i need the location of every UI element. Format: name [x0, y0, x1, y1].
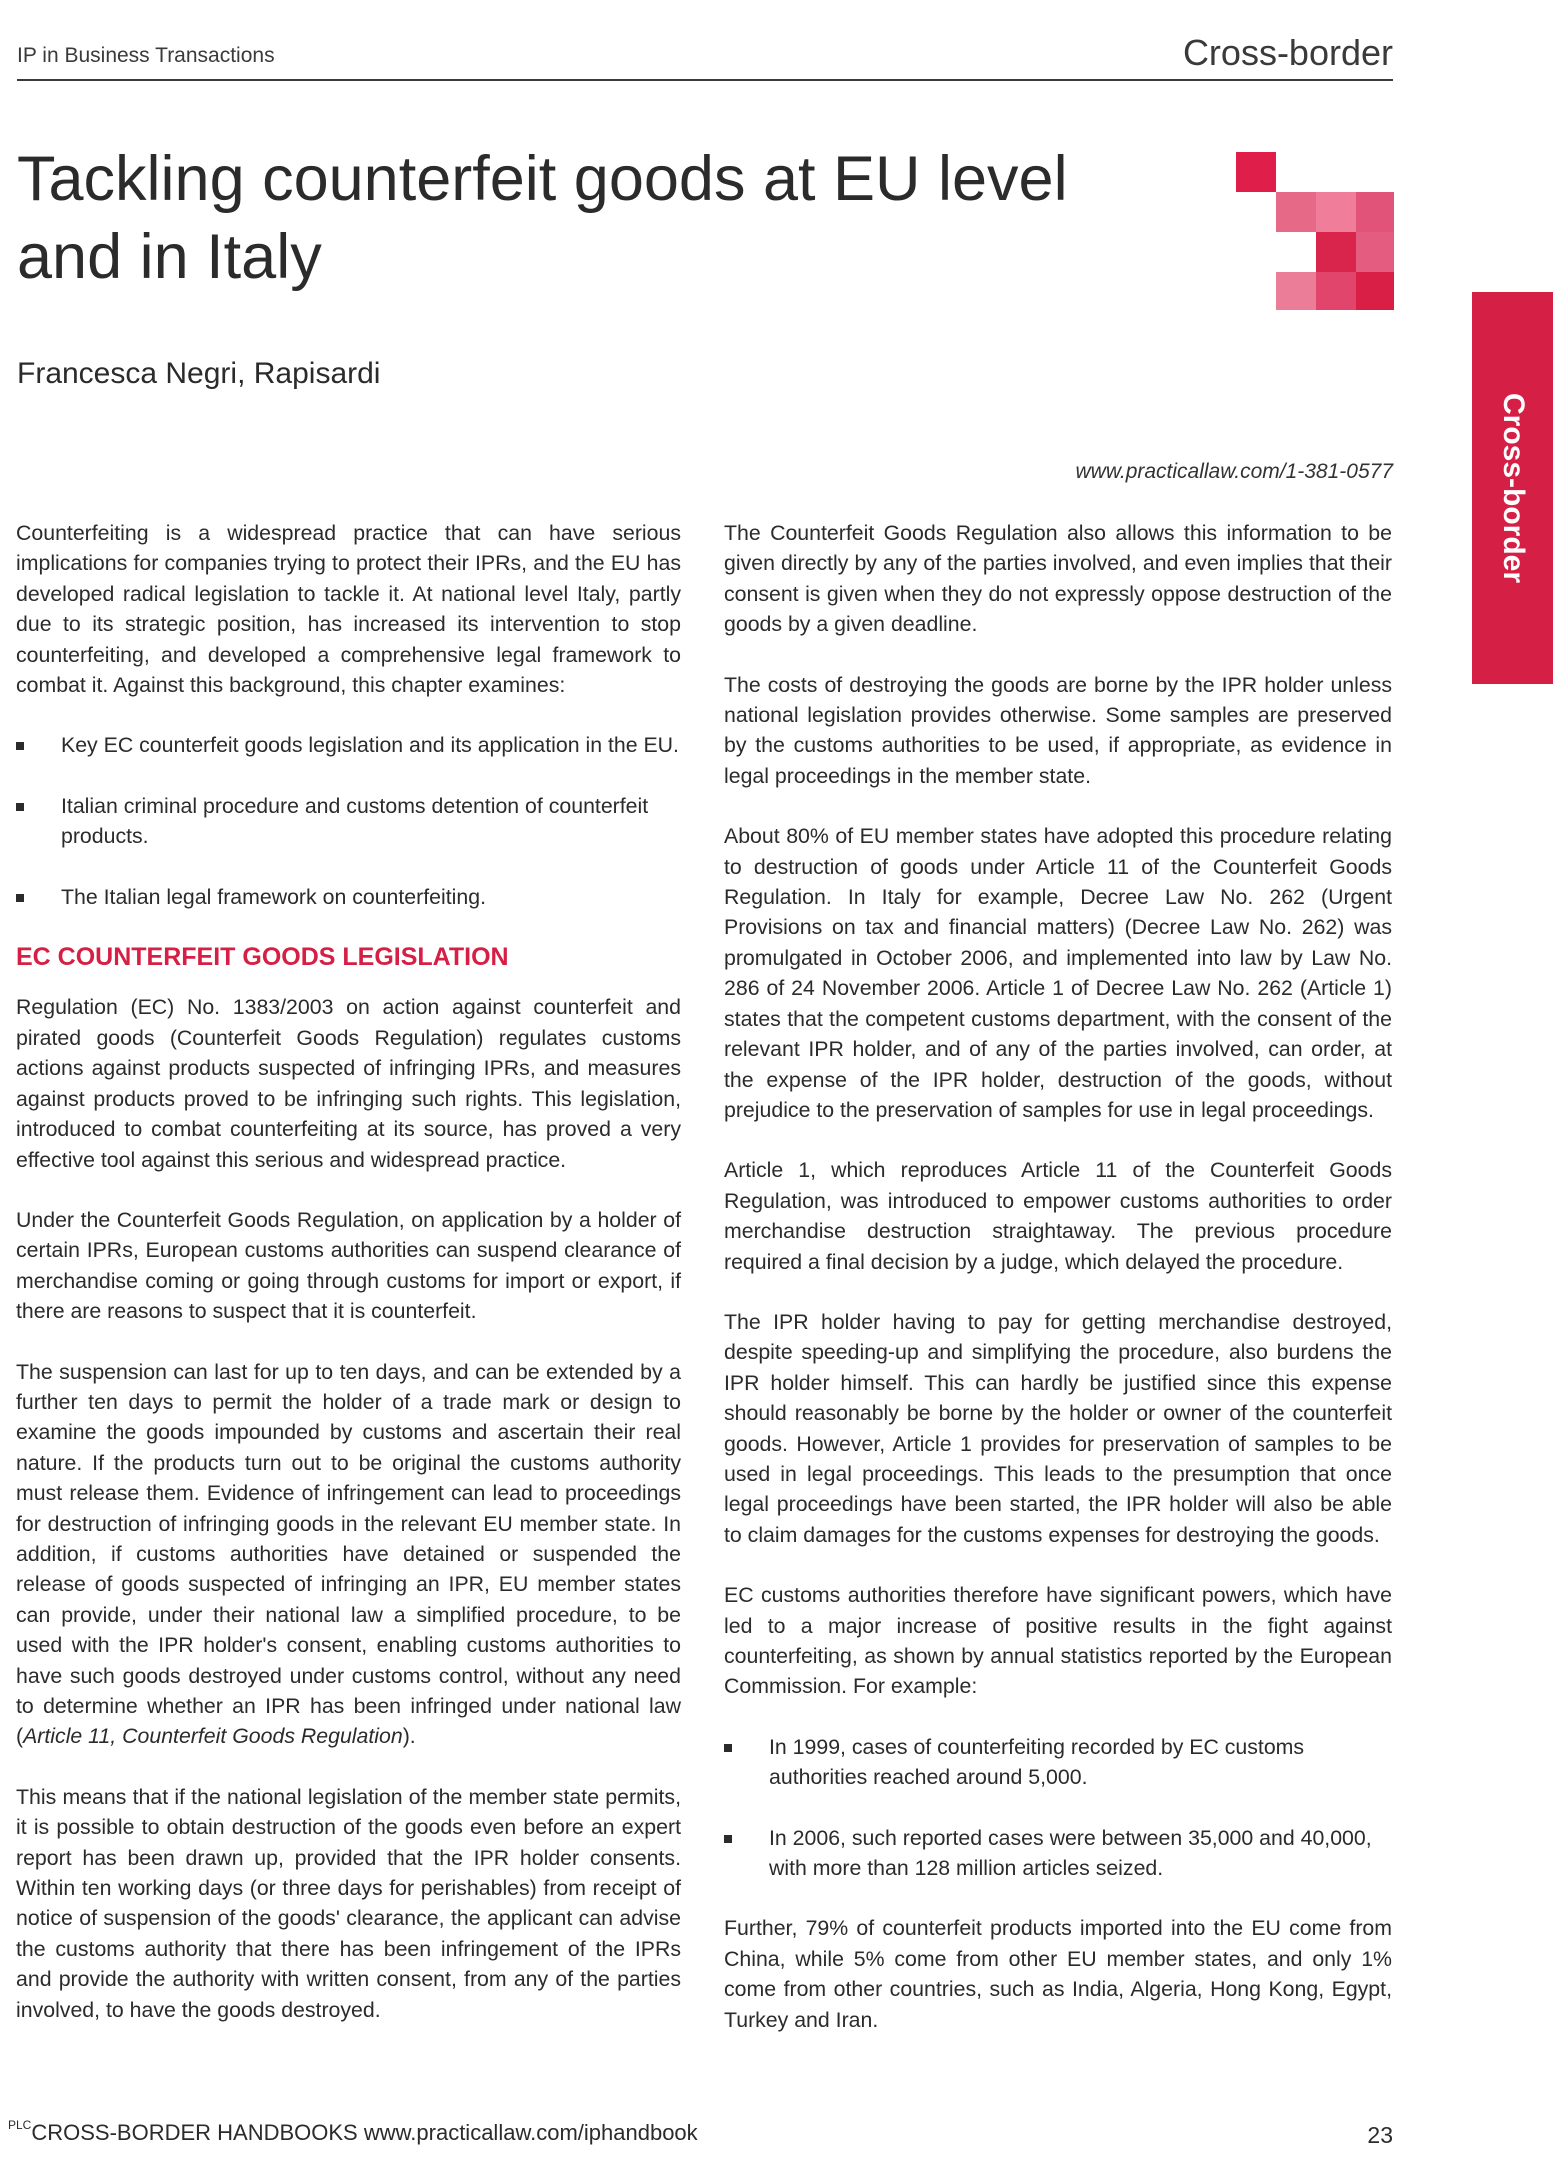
- article-title: Tackling counterfeit goods at EU level and in Italy: [17, 144, 1068, 292]
- bullet-icon: [16, 742, 24, 750]
- bullet-list: [16, 730, 681, 912]
- paragraph: EC customs authorities therefore have significant powers, which have led to a major increase of positive results in the fight against counterfeiting, as shown by annual statistics reported by the European Commission. For example:: [724, 1583, 1392, 1699]
- header-rule: [17, 79, 1393, 81]
- bullet-icon: [724, 1835, 732, 1843]
- side-tab-label: Cross-border: [1496, 392, 1530, 584]
- paragraph: The suspension can last for up to ten days, and can be extended by a further ten days to permit the holder of a trade mark or design to examine the goods impounded by customs and ascertain their real nature. If the products turn out to be original the customs authority must release them. Evidence of infringement can lead to proceedings for destruction of infringing goods in the relevant EU member state. In addition, if customs authorities have detained or suspended the release of goods suspected of infringing an IPR, EU member states can provide, under their national law a simplified procedure, to be used with the IPR holder's consent, enabling customs authorities to have such goods destroyed under customs control, without any need to determine whether an IPR has been infringed under national law (Article 11, Counterfeit Goods Regulation).: [16, 1359, 681, 1749]
- article-url[interactable]: www.practicallaw.com/1-381-0577: [1075, 460, 1393, 483]
- paragraph: Article 1, which reproduces Article 11 of the Counterfeit Goods Regulation, was introduced to empower customs authorities to order merchandise destruction straightaway. The previous procedure required a final decision by a judge, which delayed the procedure.: [724, 1158, 1392, 1274]
- paragraph: Regulation (EC) No. 1383/2003 on action against counterfeit and pirated goods (Counterfeit Goods Regulation) regulates customs actions against products suspected of infringing IPRs, and measures against products proved to be infringing such rights. This legislation, introduced to combat counterfeiting at its source, has proved a very effective tool against this serious and widespread practice.: [16, 995, 681, 1172]
- paragraph: The Counterfeit Goods Regulation also allows this information to be given directly by any of the parties involved, and even implies that their consent is given when they do not expressly oppose destruction of the goods by a given deadline.: [724, 521, 1392, 637]
- side-tab: [1472, 292, 1553, 684]
- list-item: In 2006, such reported cases were between 35,000 and 40,000, with more than 128 million articles seized.: [724, 1823, 1392, 1884]
- paragraph: The IPR holder having to pay for getting merchandise destroyed, despite speeding-up and simplifying the procedure, also burdens the IPR holder himself. This can hardly be justified since this expense should reasonably be borne by the holder or owner of the counterfeit goods. However, Article 1 provides for preservation of samples to be used in legal proceedings. This leads to the presumption that once legal proceedings have been started, the IPR holder will also be able to claim damages for the customs expenses for destroying the goods.: [724, 1309, 1392, 1547]
- section-label: IP in Business Transactions: [17, 44, 275, 67]
- right-column: [724, 518, 1392, 2065]
- list-item: In 1999, cases of counterfeiting recorded by EC customs authorities reached around 5,000.: [724, 1732, 1392, 1793]
- plc-mark: PLC: [8, 2118, 32, 2132]
- list-item: Italian criminal procedure and customs detention of counterfeit products.: [16, 791, 681, 852]
- bullet-icon: [724, 1744, 732, 1752]
- paragraph: Further, 79% of counterfeit products imported into the EU come from China, while 5% come from other EU member states, and only 1% come from other countries, such as India, Algeria, Hong Kong, Egypt, Turkey and Iran.: [724, 1916, 1392, 2032]
- bullet-icon: [16, 803, 24, 811]
- paragraph: Under the Counterfeit Goods Regulation, on application by a holder of certain IPRs, European customs authorities can suspend clearance of merchandise coming or going through customs for import or export, if there are reasons to suspect that it is counterfeit.: [16, 1207, 681, 1324]
- article-author: Francesca Negri, Rapisardi: [17, 357, 381, 390]
- left-column: [16, 518, 681, 2055]
- bullet-list: [724, 1732, 1392, 1884]
- footer-text: CROSS-BORDER HANDBOOKS www.practicallaw.com/iphandbook: [31, 2120, 698, 2145]
- bullet-icon: [16, 894, 24, 902]
- paragraph: About 80% of EU member states have adopted this procedure relating to destruction of goods under Article 11 of the Counterfeit Goods Regulation. In Italy for example, Decree Law No. 262 (Urgent Provisions on tax and financial matters) (Decree Law No. 262) was promulgated in October 2006, and implemented into law by Law No. 286 of 24 November 2006. Article 1 of Decree Law No. 262 (Article 1) states that the competent customs department, with the consent of the relevant IPR holder, and of any of the parties involved, can order, at the expense of the IPR holder, destruction of the goods, without prejudice to the preservation of samples for use in legal proceedings.: [724, 824, 1392, 1122]
- category-label: Cross-border: [1182, 32, 1393, 73]
- paragraph: This means that if the national legislation of the member state permits, it is possible to obtain destruction of the goods even before an expert report has been drawn up, provided that the IPR holder consents. Within ten working days (or three days for perishables) from receipt of notice of suspension of the goods' clearance, the applicant can advise the customs authority that there has been infringement of the IPRs and provide the authority with written consent, from any of the parties involved, to have the goods destroyed.: [16, 1784, 681, 2022]
- list-item: The Italian legal framework on counterfeiting.: [16, 882, 681, 912]
- paragraph: The costs of destroying the goods are borne by the IPR holder unless national legislation provides otherwise. Some samples are preserved by the customs authorities to be used, if appropriate, as evidence in legal proceedings in the member state.: [724, 672, 1392, 788]
- intro-paragraph: Counterfeiting is a widespread practice that can have serious implications for companies trying to protect their IPRs, and the EU has developed radical legislation to tackle it. At national level Italy, partly due to its strategic position, has increased its intervention to stop counterfeiting, and developed a comprehensive legal framework to combat it. Against this background, this chapter examines:: [16, 521, 681, 698]
- list-item: Key EC counterfeit goods legislation and its application in the EU.: [16, 730, 681, 760]
- footer: [8, 2120, 698, 2146]
- section-heading: EC COUNTERFEIT GOODS LEGISLATION: [16, 943, 509, 972]
- page-number: 23: [1367, 2122, 1393, 2148]
